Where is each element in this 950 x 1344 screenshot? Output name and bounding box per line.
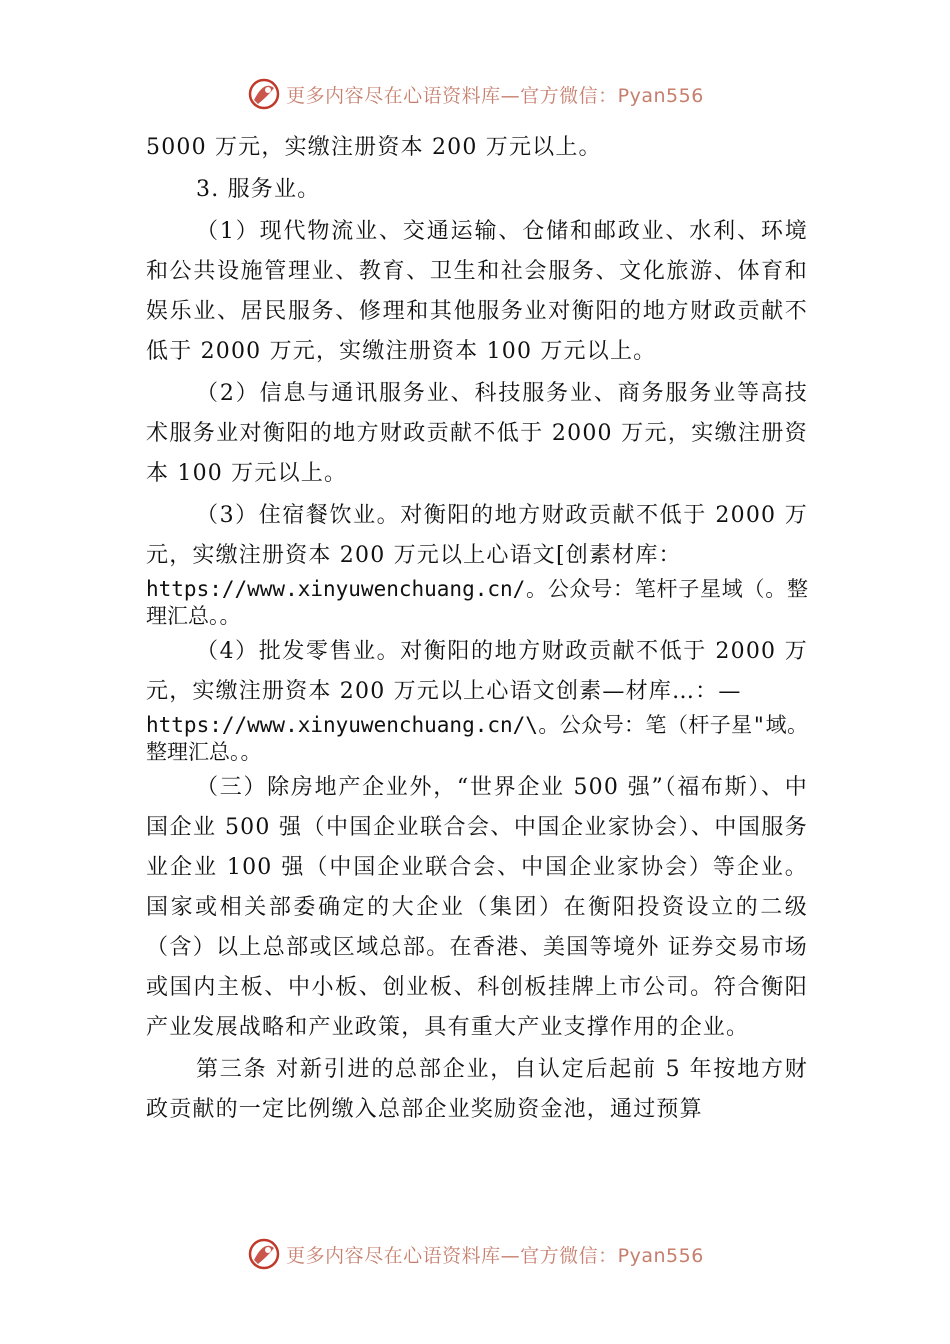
watermark-logo-icon [246, 1236, 282, 1272]
header-watermark [0, 74, 950, 114]
footer-watermark [0, 1234, 950, 1274]
paragraph-item-2: （2）信息与通讯服务业、科技服务业、商务服务业等高技术服务业对衡阳的地方财政贡献不低于 2000 万元，实缴注册资本 100 万元以上。 [146, 381, 808, 486]
watermark-logo-icon [246, 76, 282, 112]
paragraph-article-three: 第三条 对新引进的总部企业，自认定后起前 5 年按地方财政贡献的一定比例缴入总部企业奖励资金池，通过预算 [146, 1057, 808, 1122]
watermark-text: 更多内容尽在心语资料库—官方微信：Pyan556 [286, 1244, 704, 1267]
paragraph-continuation: 5000 万元，实缴注册资本 200 万元以上。 [146, 135, 602, 160]
watermark-text: 更多内容尽在心语资料库—官方微信：Pyan556 [286, 84, 704, 107]
paragraph-item-4: （4）批发零售业。对衡阳的地方财政贡献不低于 2000 万元，实缴注册资本 200 万元以上心语文创素—材库…：— [146, 639, 808, 704]
document-body [146, 128, 808, 1130]
paragraph-item-3: （3）住宿餐饮业。对衡阳的地方财政贡献不低于 2000 万元，实缴注册资本 200 万元以上心语文[创素材库： [146, 503, 808, 568]
paragraph-item-1: （1）现代物流业、交通运输、仓储和邮政业、水利、环境和公共设施管理业、教育、卫生和社会服务、文化旅游、体育和娱乐业、居民服务、修理和其他服务业对衡阳的地方财政贡献不低于 2000 万元，实缴注册资本 100 万元以上。 [146, 219, 808, 364]
paragraph-section-three: （三）除房地产企业外，“世界企业 500 强”（福布斯）、中国企业 500 强（中国企业联合会、中国企业家协会）、中国服务业企业 100 强（中国企业联合会、中国企业家协会）等企业。国家或相关部委确定的大企业（集团）在衡阳投资设立的二级（含）以上总部或区域总部。在香港、美国等境外 证券交易市场或国内主板、中小板、创业板、科创板挂牌上市公司。符合衡阳产业发展战略和产业政策，具有重大产业支撑作用的企业。 [146, 775, 808, 1040]
paragraph-item-3-url: https://www.xinyuwenchuang.cn/。公众号：笔杆子星域（。整理汇总。。 [146, 577, 808, 628]
paragraph-item-4-url: https://www.xinyuwenchuang.cn/\。公众号：笔（杆子星"域。整理汇总。。 [146, 713, 808, 764]
section-heading-service: 3. 服务业。 [196, 177, 321, 202]
